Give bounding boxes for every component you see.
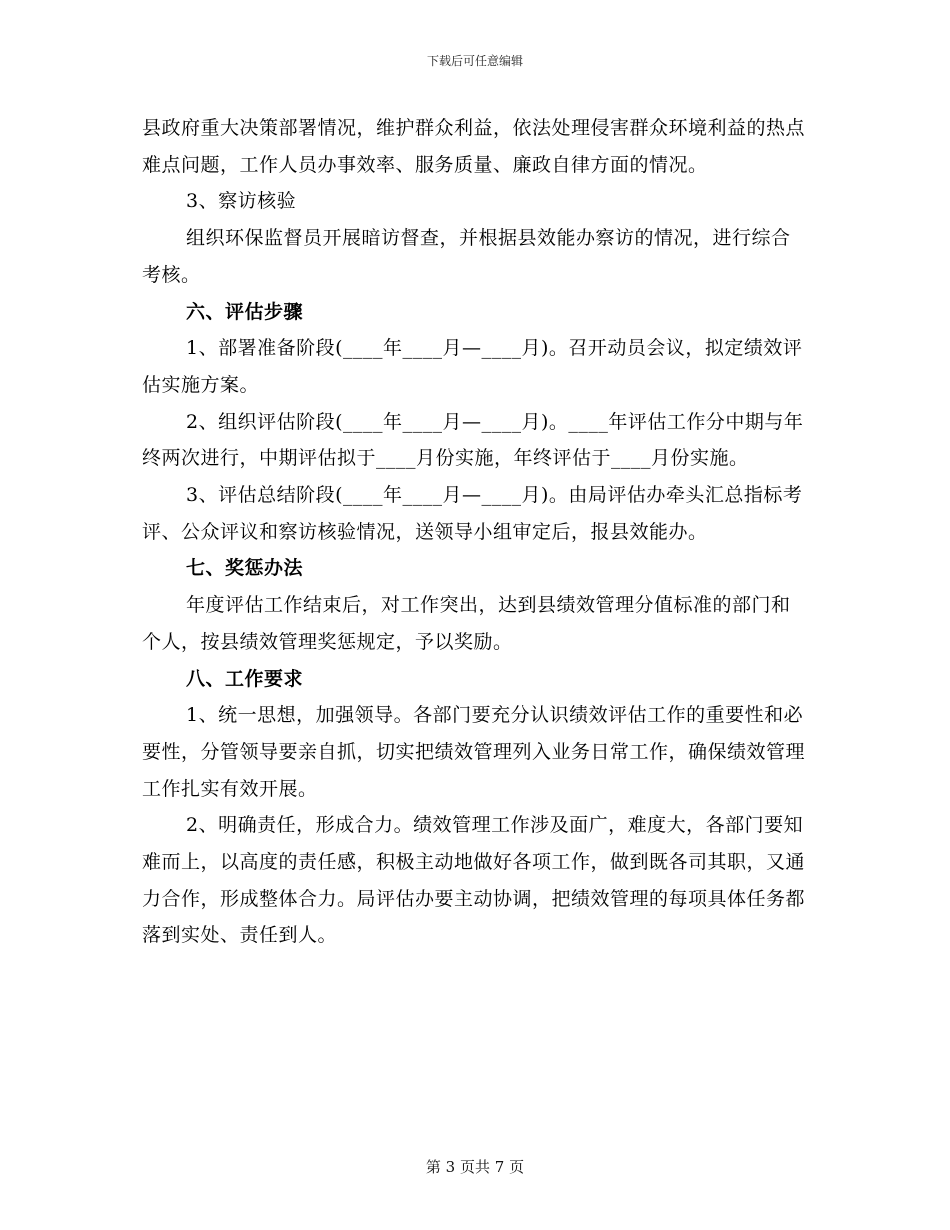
section-heading: 六、评估步骤	[186, 300, 304, 323]
paragraph: 2、明确责任，形成合力。绩效管理工作涉及面广，难度大，各部门要知难而上，以高度的责任感，积极主动地做好各项工作，做到既各司其职，又通力合作，形成整体合力。局评估办要主动协调，把绩效管理的每项具体任务都落到实处、责任到人。	[142, 814, 806, 947]
subsection-title: 3、察访核验	[186, 190, 297, 213]
paragraph: 县政府重大决策部署情况，维护群众利益，依法处理侵害群众环境利益的热点难点问题，工作人员办事效率、服务质量、廉政自律方面的情况。	[142, 117, 806, 176]
paragraph: 1、部署准备阶段(____年____月—____月)。召开动员会议，拟定绩效评估实施方案。	[142, 337, 803, 396]
section-heading: 七、奖惩办法	[186, 557, 304, 580]
paragraph: 组织环保监督员开展暗访督查，并根据县效能办察访的情况，进行综合考核。	[142, 227, 791, 286]
paragraph: 3、评估总结阶段(____年____月—____月)。由局评估办牵头汇总指标考评、公众评议和察访核验情况，送领导小组审定后，报县效能办。	[142, 484, 803, 543]
section-heading: 八、工作要求	[186, 667, 304, 690]
paragraph: 年度评估工作结束后，对工作突出，达到县绩效管理分值标准的部门和个人，按县绩效管理奖惩规定，予以奖励。	[142, 594, 791, 653]
paragraph: 2、组织评估阶段(____年____月—____月)。____年评估工作分中期与年终两次进行，中期评估拟于____月份实施，年终评估于____月份实施。	[142, 410, 804, 470]
document-body	[142, 110, 808, 954]
paragraph: 1、统一思想，加强领导。各部门要充分认识绩效评估工作的重要性和必要性，分管领导要亲自抓，切实把绩效管理列入业务日常工作，确保绩效管理工作扎实有效开展。	[142, 704, 806, 800]
page-footer: 第 3 页共 7 页	[425, 1158, 525, 1176]
page-header: 下载后可任意编辑	[426, 54, 523, 68]
